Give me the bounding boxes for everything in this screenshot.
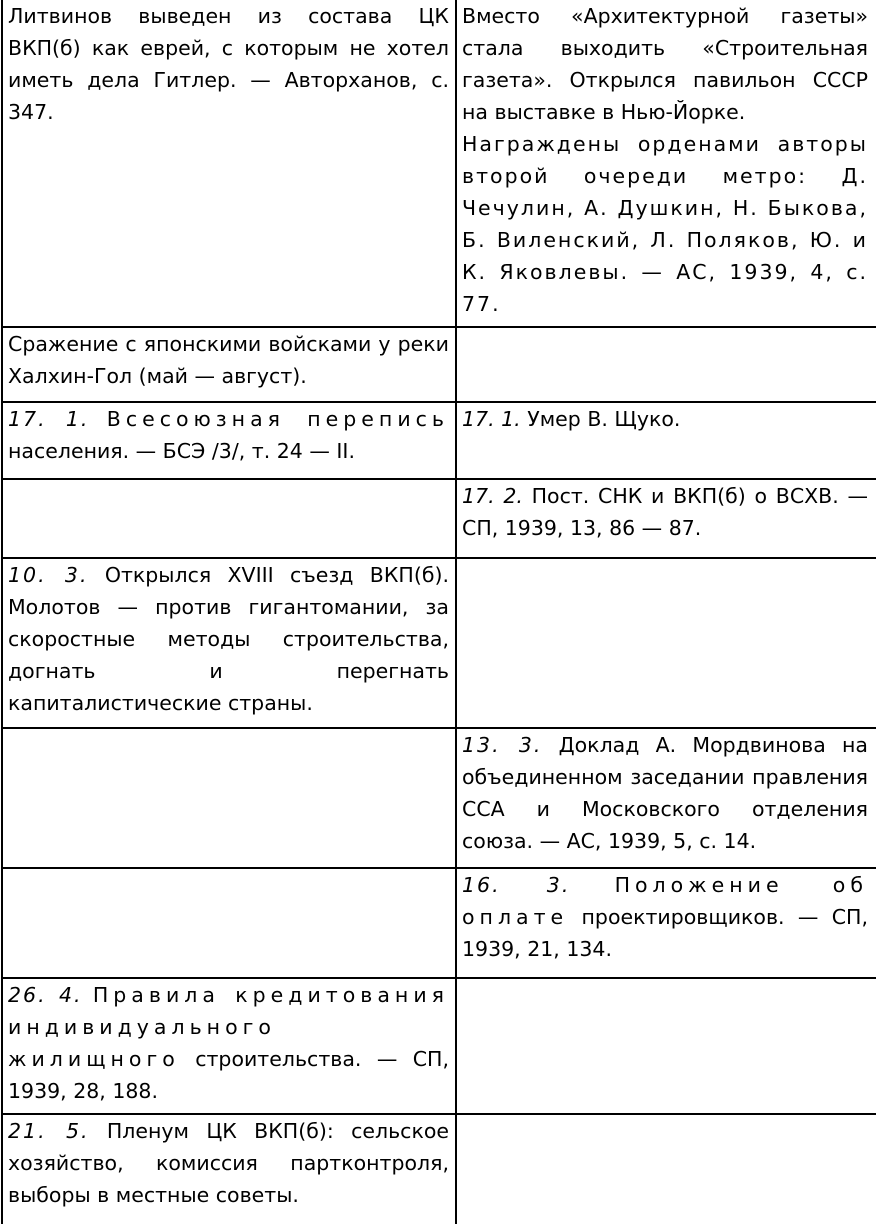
- entry-date: 10. 3.: [8, 563, 89, 587]
- left-cell: [2, 402, 456, 479]
- left-cell: [2, 0, 456, 327]
- left-cell: [2, 728, 456, 868]
- table-row: [2, 978, 876, 1114]
- table-row: [2, 479, 876, 558]
- entry-text: Сражение с японскими войсками у реки Халхин-Гол (май — август).: [8, 332, 449, 388]
- entry-text: населения. — БСЭ /3/, т. 24 — II.: [8, 439, 355, 463]
- chronology-table: [1, 0, 876, 1224]
- entry-text: проектировщиков. — СП, 1939, 21, 134.: [462, 905, 868, 961]
- entry-date: 17. 2.: [462, 484, 523, 508]
- entry-text: Умер В. Щуко.: [527, 407, 681, 431]
- entry-text: Литвинов выведен из состава ЦК ВКП(б) как еврей, с которым не хотел иметь дела Гитлер. — Авторханов, с. 347.: [8, 4, 449, 124]
- right-cell: [456, 728, 876, 868]
- left-cell: [2, 978, 456, 1114]
- left-cell: [2, 479, 456, 558]
- entry-text: Вместо «Архитектурной газеты» стала выходить «Строительная газета». Открылся павильон СССР на выставке в Нью-Йорке.: [462, 4, 868, 124]
- right-cell: [456, 558, 876, 728]
- entry-text: Награждены орденами авторы второй очереди метро: Д. Чечулин, А. Душкин, Н. Быкова, Б. Виленский, Л. Поляков, Ю. и К. Яковлевы. — АС, 1939, 4, с. 77.: [462, 132, 868, 316]
- entry-date: 17. 1.: [8, 407, 90, 431]
- table-row: [2, 558, 876, 728]
- entry-text: строительства. — СП, 1939, 28, 188.: [8, 1047, 449, 1103]
- table-row: [2, 0, 876, 327]
- left-cell: [2, 1114, 456, 1224]
- table-row: [2, 327, 876, 402]
- entry-text: Доклад А. Мордвинова на объединенном заседании правления ССА и Московского отделения союза. — АС, 1939, 5, с. 14.: [462, 733, 868, 853]
- entry-spaced-text: Правила кредитования индивидуального жилищного: [8, 983, 449, 1071]
- entry-text: Пост. СНК и ВКП(б) о ВСХВ. — СП, 1939, 13, 86 — 87.: [462, 484, 868, 540]
- right-cell: [456, 0, 876, 327]
- right-cell: [456, 978, 876, 1114]
- entry-date: 16. 3.: [462, 873, 571, 897]
- entry-date: 17. 1.: [462, 407, 521, 431]
- right-cell: [456, 1114, 876, 1224]
- left-cell: [2, 558, 456, 728]
- right-cell: [456, 327, 876, 402]
- left-cell: [2, 327, 456, 402]
- table-row: [2, 1114, 876, 1224]
- entry-spaced-text: Положение об оплате: [462, 873, 868, 929]
- table-row: [2, 868, 876, 978]
- table-row: [2, 728, 876, 868]
- entry-spaced-text: Всесоюзная перепись: [106, 407, 449, 431]
- right-cell: [456, 868, 876, 978]
- entry-date: 21. 5.: [8, 1119, 90, 1143]
- entry-date: 13. 3.: [462, 733, 543, 757]
- table-row: [2, 402, 876, 479]
- entry-date: 26. 4.: [8, 983, 83, 1007]
- left-cell: [2, 868, 456, 978]
- entry-text: Открылся XVIII съезд ВКП(б). Молотов — против гигантомании, за скоростные методы строительства, догнать и перегнать капиталистические страны.: [8, 563, 449, 715]
- entry-text: Пленум ЦК ВКП(б): сельское хозяйство, комиссия партконтроля, выборы в местные советы.: [8, 1119, 449, 1207]
- right-cell: [456, 479, 876, 558]
- right-cell: [456, 402, 876, 479]
